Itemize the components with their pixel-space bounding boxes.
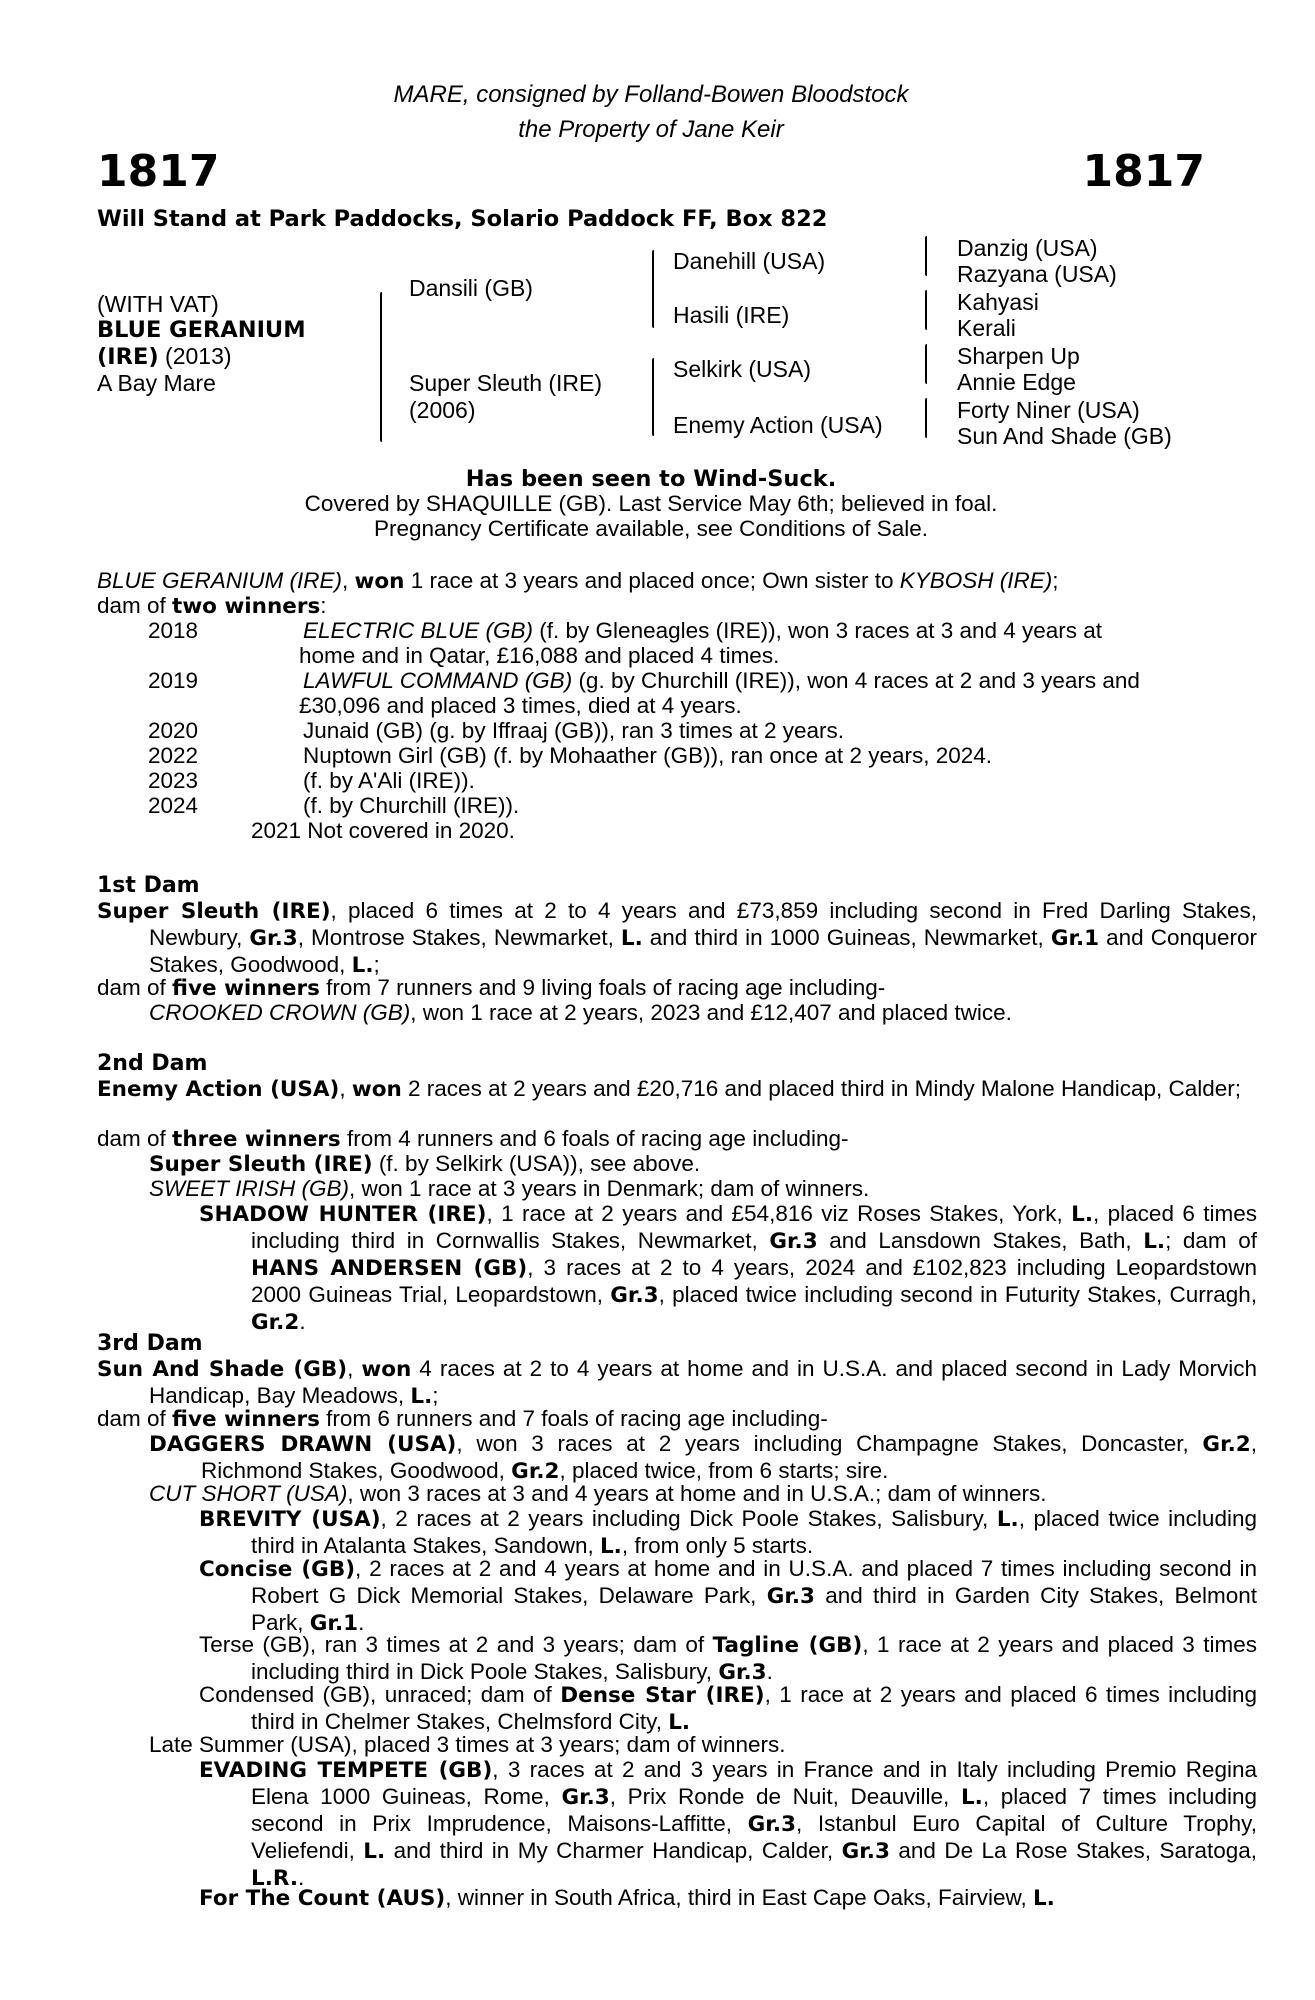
dam-dam: Enemy Action (USA)	[673, 412, 883, 438]
concise-entry: Concise (GB), 2 races at 2 and 4 years at home and in U.S.A. and placed 7 times including second in Robert G Dick Memorial Stakes, Delaware Park, Gr.3 and third in Garden City Stakes, Belmont Park, Gr.1.	[199, 1556, 1257, 1636]
cut-short-entry: CUT SHORT (USA), won 3 races at 3 and 4 years at home and in U.S.A.; dam of winners.	[149, 1481, 1047, 1506]
intro-line: BLUE GERANIUM (IRE), won 1 race at 3 years and placed once; Own sister to KYBOSH (IRE);	[97, 568, 1059, 594]
brevity-entry: BREVITY (USA), 2 races at 2 years including Dick Poole Stakes, Salisbury, L., placed twice including third in Atalanta Stakes, Sandown, L., from only 5 starts.	[199, 1506, 1257, 1559]
second-dam-entry: Enemy Action (USA), won 2 races at 2 years and £20,716 and placed third in Mindy Malone Handicap, Calder;	[97, 1076, 1242, 1102]
dam-year: (2006)	[409, 397, 476, 423]
horse-description: A Bay Mare	[97, 370, 216, 396]
foal-2023: 2023 (f. by A'Ali (IRE)).	[148, 768, 475, 793]
sire-dam: Hasili (IRE)	[673, 302, 790, 328]
for-the-count-entry: For The Count (AUS), winner in South Africa, third in East Cape Oaks, Fairview, L.	[199, 1885, 1055, 1911]
second-dam-progeny-2: SWEET IRISH (GB), won 1 race at 3 years in Denmark; dam of winners.	[149, 1176, 870, 1201]
horse-name: BLUE GERANIUM	[97, 317, 306, 343]
foal-2018: 2018 ELECTRIC BLUE (GB) (f. by Gleneagles (IRE)), won 3 races at 3 and 4 years at	[148, 618, 1103, 643]
ped-sds: Kahyasi	[957, 289, 1039, 315]
sire-sire: Danehill (USA)	[673, 248, 826, 274]
ped-sdd: Kerali	[957, 315, 1016, 341]
brace-g1	[925, 236, 927, 276]
ped-dsd: Annie Edge	[957, 369, 1076, 395]
sire-brace	[652, 250, 654, 328]
foal-2024: 2024 (f. by Churchill (IRE)).	[148, 793, 520, 818]
first-dam-dam-of: dam of five winners from 7 runners and 9 living foals of racing age including-	[97, 975, 886, 1001]
ped-ddd: Sun And Shade (GB)	[957, 423, 1172, 449]
dam-brace	[652, 358, 654, 436]
daggers-drawn-entry: DAGGERS DRAWN (USA), won 3 races at 2 years including Champagne Stakes, Doncaster, Gr.2, Richmond Stakes, Goodwood, Gr.2, placed twice, from 6 starts; sire.	[149, 1431, 1257, 1484]
third-dam-entry: Sun And Shade (GB), won 4 races at 2 to 4 years at home and in U.S.A. and placed second in Lady Morvich Handicap, Bay Meadows, L.;	[97, 1356, 1257, 1409]
property-line: the Property of Jane Keir	[518, 116, 784, 143]
brace-g4	[925, 398, 927, 438]
ped-dss: Sharpen Up	[957, 343, 1080, 369]
not-covered-note: 2021 Not covered in 2020.	[251, 818, 515, 843]
shadow-hunter-entry: SHADOW HUNTER (IRE), 1 race at 2 years and £54,816 viz Roses Stakes, York, L., placed 6 times including third in Cornwallis Stakes, Newmarket, Gr.3 and Lansdown Stakes, Bath, L.; dam of HANS ANDERSEN (GB), 3 races at 2 to 4 years, 2024 and £102,823 including Leopardstown 2000 Guineas Trial, Leopardstown, Gr.3, placed twice including second in Futurity Stakes, Curragh, Gr.2.	[199, 1201, 1258, 1335]
intro-dam-of: dam of two winners:	[97, 593, 327, 619]
ped-sss: Danzig (USA)	[957, 235, 1098, 261]
evading-tempete-entry: EVADING TEMPETE (GB), 3 races at 2 and 3 years in France and in Italy including Premio Regina Elena 1000 Guineas, Rome, Gr.3, Prix Ronde de Nuit, Deauville, L., placed 7 times including second in Prix Imprudence, Maisons-Laffitte, Gr.3, Istanbul Euro Capital of Culture Trophy, Veliefendi, L. and third in My Charmer Handicap, Calder, Gr.3 and De La Rose Stakes, Saratoga, L.R..	[199, 1757, 1258, 1891]
lot-number-left: 1817	[97, 146, 220, 197]
condensed-entry: Condensed (GB), unraced; dam of Dense Star (IRE), 1 race at 2 years and placed 6 times including third in Chelmer Stakes, Chelmsford City, L.	[199, 1682, 1257, 1735]
pedigree-brace-main	[380, 292, 382, 442]
certificate-note: Pregnancy Certificate available, see Conditions of Sale.	[373, 516, 929, 541]
first-dam-progeny: CROOKED CROWN (GB), won 1 race at 2 years, 2023 and £12,407 and placed twice.	[149, 1000, 1012, 1025]
third-dam-heading: 3rd Dam	[97, 1331, 203, 1356]
dam-sire: Selkirk (USA)	[673, 356, 812, 382]
ped-ssd: Razyana (USA)	[957, 261, 1117, 287]
stand-location: Will Stand at Park Paddocks, Solario Paddock FF, Box 822	[97, 206, 828, 232]
terse-entry: Terse (GB), ran 3 times at 2 and 3 years; dam of Tagline (GB), 1 race at 2 years and placed 3 times including third in Dick Poole Stakes, Salisbury, Gr.3.	[199, 1632, 1257, 1685]
brace-g2	[925, 290, 927, 330]
consignor-line: MARE, consigned by Folland-Bowen Bloodstock	[393, 81, 909, 108]
foal-2022: 2022 Nuptown Girl (GB) (f. by Mohaather (GB)), ran once at 2 years, 2024.	[148, 743, 993, 768]
horse-country-year: (IRE) (2013)	[97, 343, 232, 370]
wind-suck-note: Has been seen to Wind-Suck.	[465, 466, 837, 492]
ped-dds: Forty Niner (USA)	[957, 397, 1140, 423]
foal-2020: 2020 Junaid (GB) (g. by Iffraaj (GB)), ran 3 times at 2 years.	[148, 718, 845, 743]
brace-g3	[925, 344, 927, 384]
dam: Super Sleuth (IRE)	[409, 370, 603, 396]
vat-note: (WITH VAT)	[97, 291, 219, 317]
lot-number-right: 1817	[1082, 146, 1205, 197]
first-dam-entry: Super Sleuth (IRE), placed 6 times at 2 to 4 years and £73,859 including second in Fred Darling Stakes, Newbury, Gr.3, Montrose Stakes, Newmarket, L. and third in 1000 Guineas, Newmarket, Gr.1 and Conqueror Stakes, Goodwood, L.;	[97, 898, 1258, 978]
late-summer-entry: Late Summer (USA), placed 3 times at 3 years; dam of winners.	[149, 1732, 786, 1757]
second-dam-progeny-1: Super Sleuth (IRE) (f. by Selkirk (USA)), see above.	[149, 1151, 701, 1177]
foal-2018-cont: home and in Qatar, £16,088 and placed 4 times.	[299, 643, 780, 668]
second-dam-heading: 2nd Dam	[97, 1051, 208, 1076]
second-dam-dam-of: dam of three winners from 4 runners and 6 foals of racing age including-	[97, 1126, 849, 1152]
covered-note: Covered by SHAQUILLE (GB). Last Service May 6th; believed in foal.	[304, 491, 998, 516]
third-dam-dam-of: dam of five winners from 6 runners and 7 foals of racing age including-	[97, 1406, 828, 1432]
foal-2019-cont: £30,096 and placed 3 times, died at 4 years.	[299, 693, 742, 718]
first-dam-heading: 1st Dam	[97, 873, 200, 898]
foal-2019: 2019 LAWFUL COMMAND (GB) (g. by Churchill (IRE)), won 4 races at 2 and 3 years and	[148, 668, 1140, 693]
sire: Dansili (GB)	[409, 275, 533, 301]
